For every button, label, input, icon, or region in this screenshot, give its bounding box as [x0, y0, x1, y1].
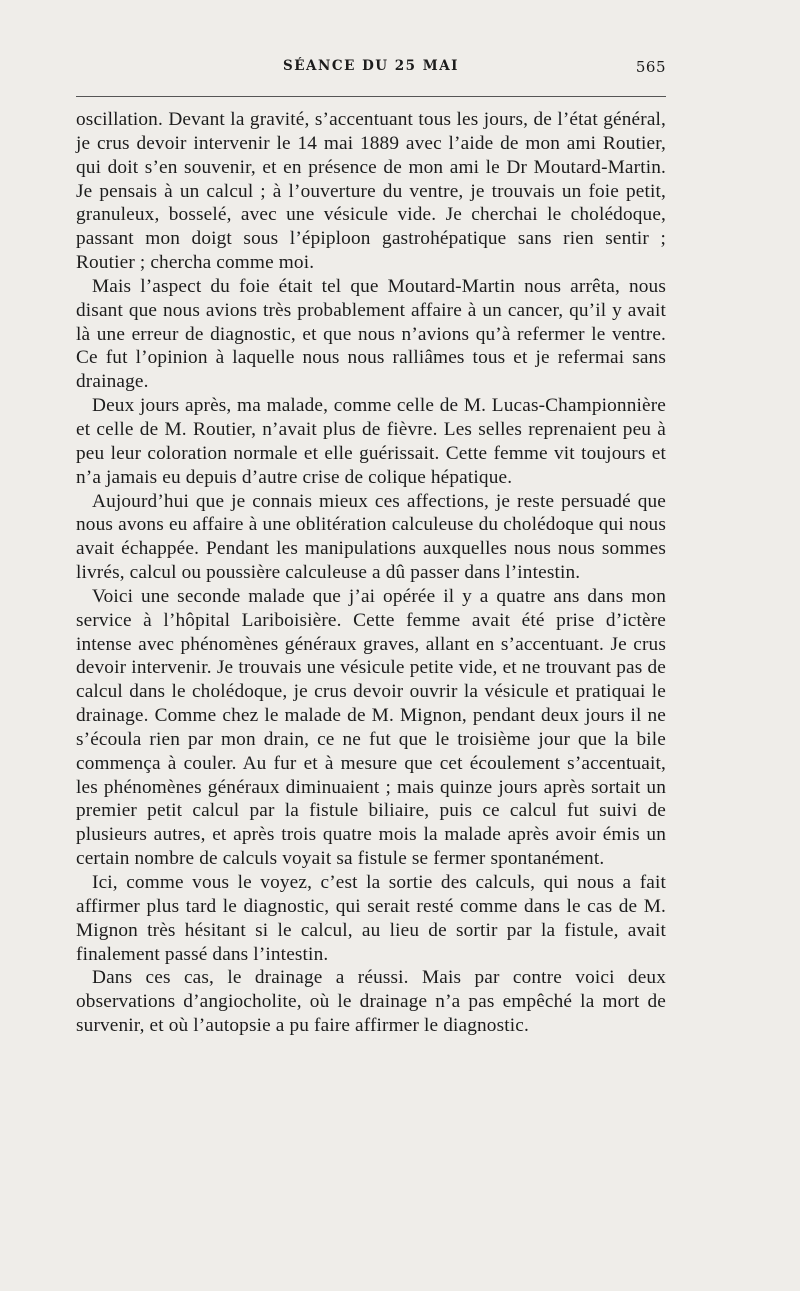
- header-rule: [76, 96, 666, 97]
- page-header: [76, 58, 666, 84]
- running-title: SÉANCE DU 25 MAI: [283, 58, 459, 74]
- body-text: [76, 108, 666, 1038]
- paragraph: Mais l’aspect du foie était tel que Moutard-Martin nous arrêta, nous disant que nous avions très probablement affaire à un cancer, qu’il y avait là une erreur de diagnostic, et que nous n’avions qu’à refermer le ventre. Ce fut l’opinion à laquelle nous nous ralliâmes tous et je refermai sans drainage.: [76, 275, 666, 393]
- paragraph: oscillation. Devant la gravité, s’accentuant tous les jours, de l’état général, je crus devoir intervenir le 14 mai 1889 avec l’aide de mon ami Routier, qui doit s’en souvenir, et en présence de mon ami le Dr Moutard-Martin. Je pensais à un calcul ; à l’ouverture du ventre, je trouvais un foie petit, granuleux, bosselé, avec une vésicule vide. Je cherchai le cholédoque, passant mon doigt sous l’épiploon gastrohépatique sans rien sentir ; Routier ; chercha comme moi.: [76, 109, 666, 274]
- paragraph: Ici, comme vous le voyez, c’est la sortie des calculs, qui nous a fait affirmer plus tard le diagnostic, qui serait resté comme dans le cas de M. Mignon très hésitant si le calcul, au lieu de sortir par la fistule, avait finalement passé dans l’intestin.: [76, 872, 666, 965]
- paragraph: Voici une seconde malade que j’ai opérée il y a quatre ans dans mon service à l’hôpital Lariboisière. Cette femme avait été prise d’ictère intense avec phénomènes généraux graves, allant en s’accentuant. Je crus devoir intervenir. Je trouvais une vésicule petite vide, et ne trouvant pas de calcul dans le cholédoque, je crus devoir ouvrir la vésicule et pratiquai le drainage. Comme chez le malade de M. Mignon, pendant deux jours il ne s’écoula rien par mon drain, ce ne fut que le troisième jour que la bile commença à couler. Au fur et à mesure que cet écoulement s’accentuait, les phénomènes généraux diminuaient ; mais quinze jours après sortait un premier petit calcul par la fistule biliaire, puis ce calcul fut suivi de plusieurs autres, et après trois quatre mois la malade après avoir émis un certain nombre de calculs voyait sa fistule se fermer spontanément.: [76, 585, 666, 870]
- paragraph: Aujourd’hui que je connais mieux ces affections, je reste persuadé que nous avons eu affaire à une oblitération calculeuse du cholédoque qui nous avait échappée. Pendant les manipulations auxquelles nous nous sommes livrés, calcul ou poussière calculeuse a dû passer dans l’intestin.: [76, 490, 666, 584]
- page-number: 565: [635, 58, 666, 76]
- paragraph: Deux jours après, ma malade, comme celle de M. Lucas-Championnière et celle de M. Routier, n’avait plus de fièvre. Les selles reprenaient peu à peu leur coloration normale et elle guérissait. Cette femme vit toujours et n’a jamais eu depuis d’autre crise de colique hépatique.: [76, 395, 666, 488]
- paragraph: Dans ces cas, le drainage a réussi. Mais par contre voici deux observations d’angiocholite, où le drainage n’a pas empêché la mort de survenir, et où l’autopsie a pu faire affirmer le diagnostic.: [76, 967, 666, 1037]
